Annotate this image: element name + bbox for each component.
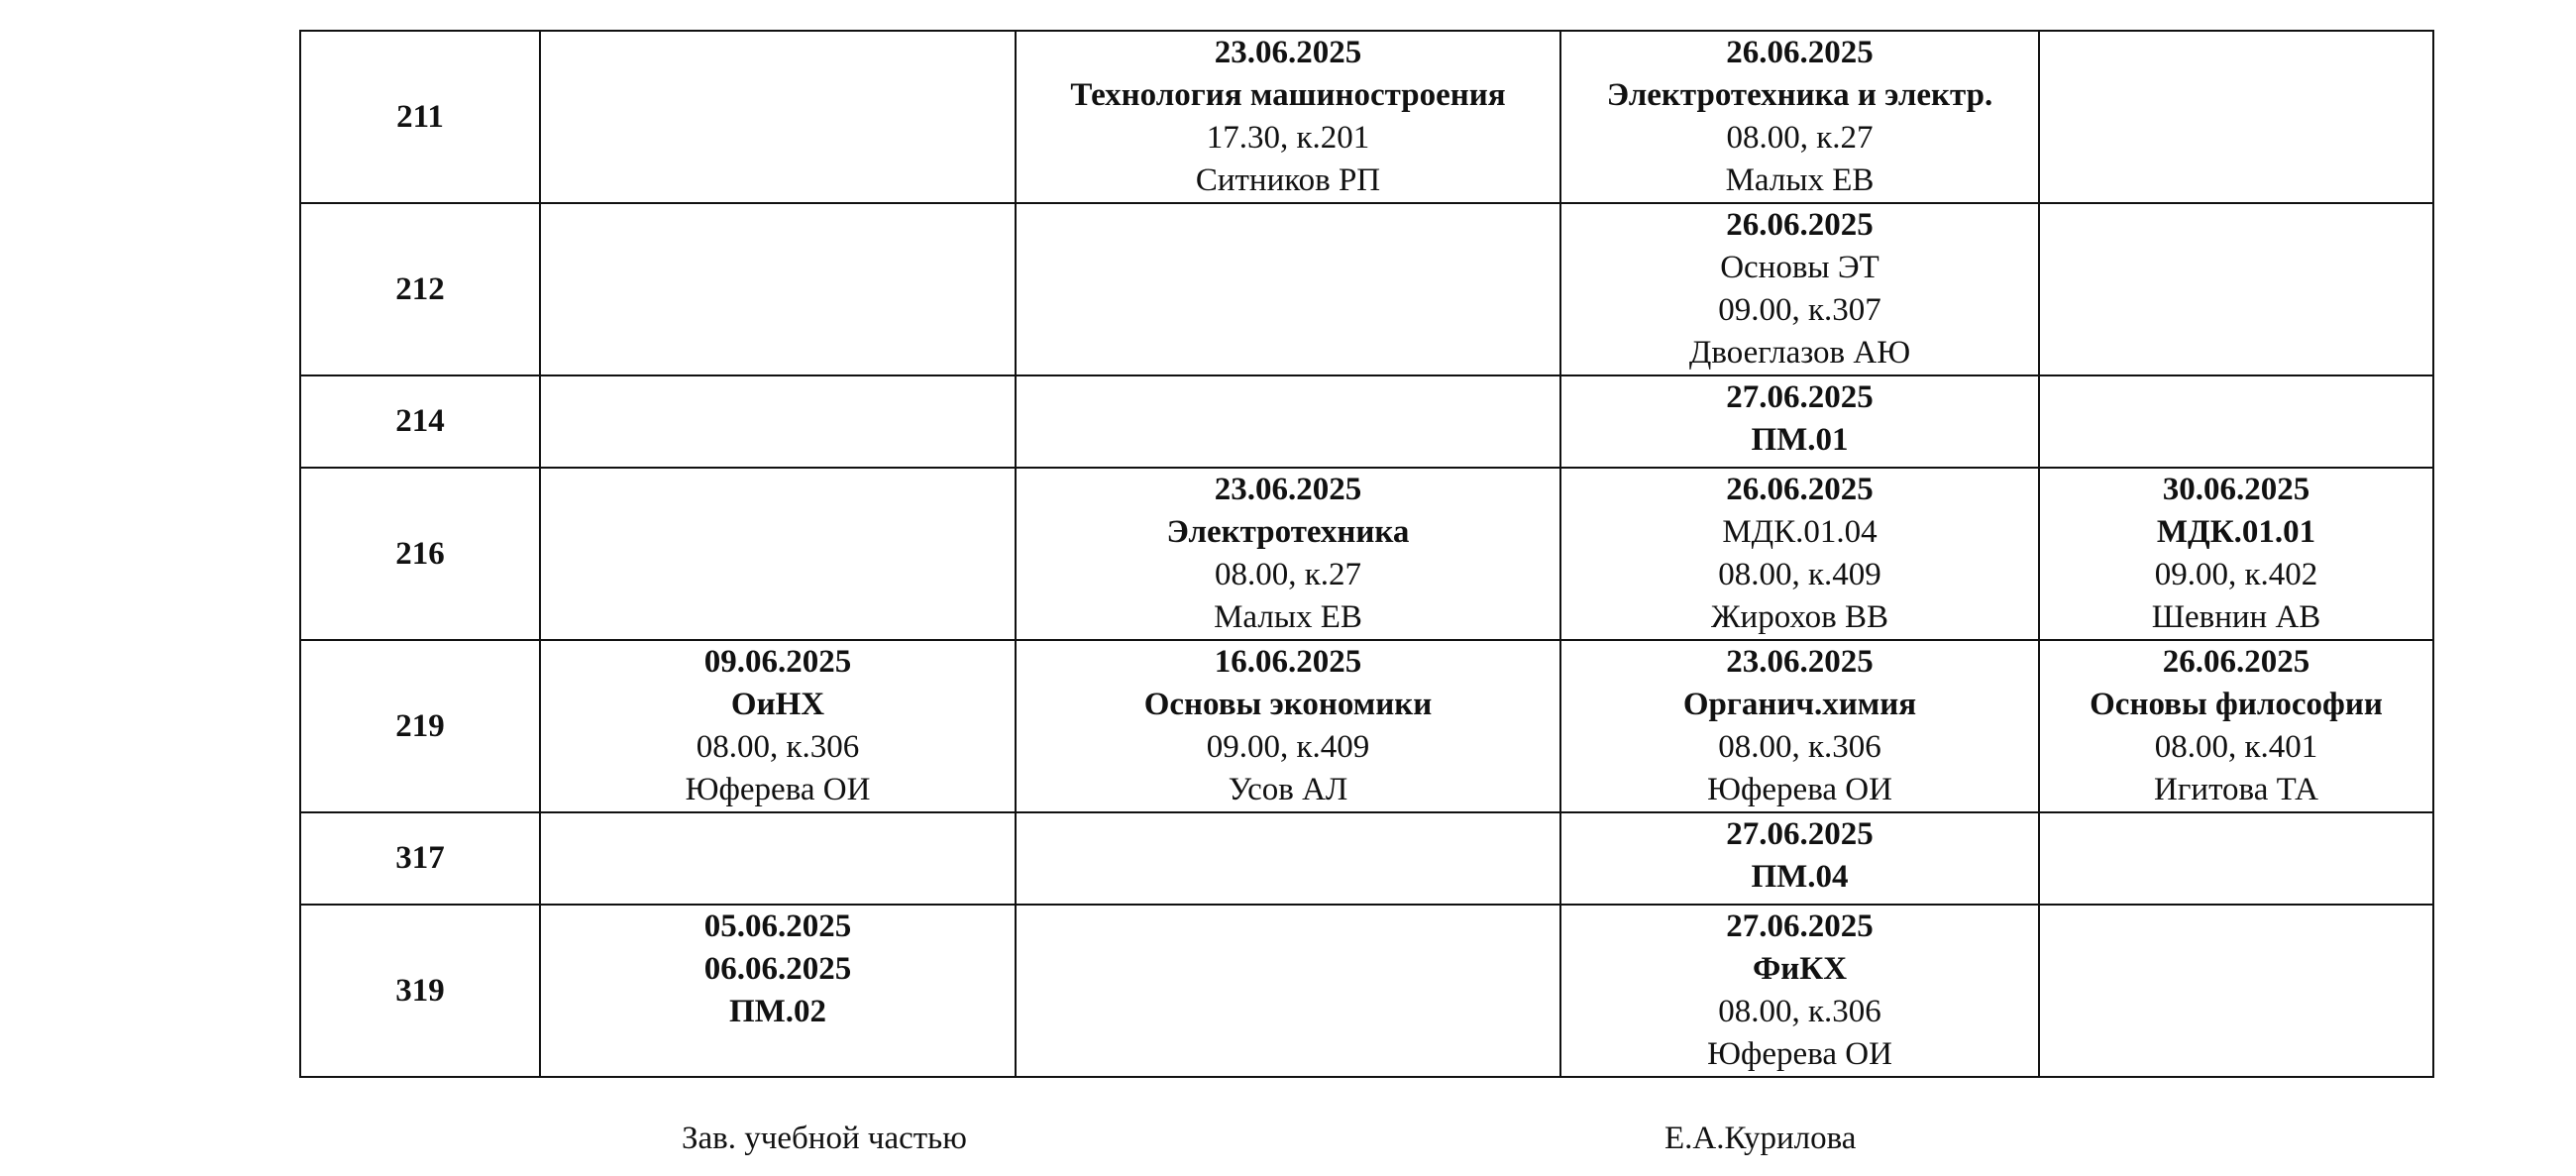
group-number-cell: 319 — [300, 905, 540, 1077]
exam-cell-line: Усов АЛ — [1228, 772, 1348, 807]
footer-signatory: Е.А.Курилова — [1664, 1121, 1857, 1156]
exam-cell-line: 27.06.2025 — [1726, 909, 1874, 944]
exam-cell-line: 26.06.2025 — [1726, 472, 1874, 507]
exam-cell — [2039, 812, 2433, 905]
exam-cell-line: 09.00, к.409 — [1206, 729, 1370, 765]
group-number-cell: 211 — [300, 31, 540, 203]
exam-cell-line: 08.00, к.27 — [1214, 557, 1362, 592]
exam-cell-line: ПМ.01 — [1751, 422, 1849, 458]
exam-cell-line: 08.00, к.409 — [1718, 557, 1881, 592]
exam-cell — [1016, 375, 1560, 468]
table-row — [300, 203, 2433, 375]
exam-cell — [540, 468, 1016, 640]
footer-position-label: Зав. учебной частью — [682, 1121, 967, 1156]
exam-cell-line: 26.06.2025 — [1726, 35, 1874, 70]
exam-cell-line: Малых ЕВ — [1214, 599, 1362, 635]
exam-cell-line: 27.06.2025 — [1726, 379, 1874, 415]
exam-cell-line: Малых ЕВ — [1725, 162, 1875, 198]
exam-cell-line: Юферева ОИ — [685, 772, 871, 807]
exam-cell — [2039, 905, 2433, 1077]
exam-cell-line: 26.06.2025 — [2162, 644, 2310, 680]
exam-cell — [2039, 31, 2433, 203]
exam-cell-line: Юферева ОИ — [1707, 772, 1892, 807]
exam-cell — [1560, 375, 2039, 468]
exam-cell-line: 23.06.2025 — [1214, 35, 1362, 70]
exam-cell-line: 09.06.2025 — [703, 644, 852, 680]
table-row — [300, 375, 2433, 468]
exam-cell-line: 26.06.2025 — [1726, 207, 1874, 243]
group-number-cell: 214 — [300, 375, 540, 468]
exam-cell — [1560, 640, 2039, 812]
exam-cell-line: Жирохов ВВ — [1710, 599, 1888, 635]
exam-cell — [2039, 375, 2433, 468]
exam-cell — [1560, 905, 2039, 1077]
exam-cell — [1016, 640, 1560, 812]
table-row — [300, 640, 2433, 812]
exam-cell-line: ОиНХ — [730, 687, 825, 722]
group-number-cell: 216 — [300, 468, 540, 640]
exam-cell — [540, 375, 1016, 468]
exam-cell-line: ФиКХ — [1752, 951, 1848, 987]
exam-cell — [1560, 468, 2039, 640]
exam-cell-line: Шевнин АВ — [2151, 599, 2321, 635]
exam-cell — [2039, 468, 2433, 640]
exam-cell-line: 09.00, к.307 — [1718, 292, 1881, 328]
exam-cell — [1560, 812, 2039, 905]
group-number-cell: 219 — [300, 640, 540, 812]
exam-cell — [1016, 31, 1560, 203]
exam-cell-line: 16.06.2025 — [1214, 644, 1362, 680]
exam-cell — [1560, 31, 2039, 203]
exam-cell — [540, 640, 1016, 812]
schedule-body — [300, 31, 2433, 1077]
exam-cell — [540, 905, 1016, 1077]
exam-cell — [2039, 640, 2433, 812]
exam-cell — [540, 203, 1016, 375]
exam-cell — [540, 812, 1016, 905]
exam-cell-line: Основы философии — [2090, 687, 2383, 722]
table-row — [300, 812, 2433, 905]
exam-cell-line: 08.00, к.27 — [1726, 120, 1874, 156]
exam-cell-line: Игитова ТА — [2154, 772, 2318, 807]
exam-cell-line: 17.30, к.201 — [1206, 120, 1370, 156]
table-row — [300, 905, 2433, 1077]
exam-cell-line: Электротехника — [1166, 514, 1410, 550]
exam-cell — [2039, 203, 2433, 375]
exam-cell-line: 05.06.2025 — [703, 909, 852, 944]
exam-cell-line: Основы ЭТ — [1720, 250, 1879, 285]
exam-cell-line: 23.06.2025 — [1214, 472, 1362, 507]
exam-cell-line: Технология машиностроения — [1070, 77, 1506, 113]
table-row — [300, 468, 2433, 640]
exam-cell-line: Электротехника и электр. — [1606, 77, 1993, 113]
exam-cell-line: Ситников РП — [1195, 162, 1381, 198]
exam-cell-line: 08.00, к.401 — [2154, 729, 2318, 765]
exam-cell — [1016, 812, 1560, 905]
exam-cell-line: Двоеглазов АЮ — [1688, 335, 1911, 371]
exam-cell — [1016, 203, 1560, 375]
group-number-cell: 317 — [300, 812, 540, 905]
exam-cell-line: ПМ.02 — [728, 994, 827, 1029]
exam-cell-line: МДК.01.04 — [1722, 514, 1878, 550]
exam-cell-line: ПМ.04 — [1751, 859, 1849, 895]
exam-cell-line: Органич.химия — [1682, 687, 1917, 722]
exam-cell — [1016, 468, 1560, 640]
exam-cell-line: МДК.01.01 — [2156, 514, 2316, 550]
exam-cell-line: Основы экономики — [1143, 687, 1433, 722]
exam-cell-line: Юферева ОИ — [1707, 1036, 1892, 1072]
table-row — [300, 31, 2433, 203]
exam-cell-line: 23.06.2025 — [1726, 644, 1874, 680]
exam-schedule-table — [299, 30, 2434, 1078]
exam-cell-line: 30.06.2025 — [2162, 472, 2310, 507]
exam-cell-line: 09.00, к.402 — [2154, 557, 2318, 592]
group-number-cell: 212 — [300, 203, 540, 375]
exam-cell-line: 08.00, к.306 — [1718, 729, 1881, 765]
exam-cell-line: 06.06.2025 — [703, 951, 852, 987]
exam-cell — [540, 31, 1016, 203]
exam-cell-line: 08.00, к.306 — [696, 729, 860, 765]
exam-cell — [1560, 203, 2039, 375]
exam-cell — [1016, 905, 1560, 1077]
exam-cell-line: 08.00, к.306 — [1718, 994, 1881, 1029]
exam-cell-line: 27.06.2025 — [1726, 816, 1874, 852]
